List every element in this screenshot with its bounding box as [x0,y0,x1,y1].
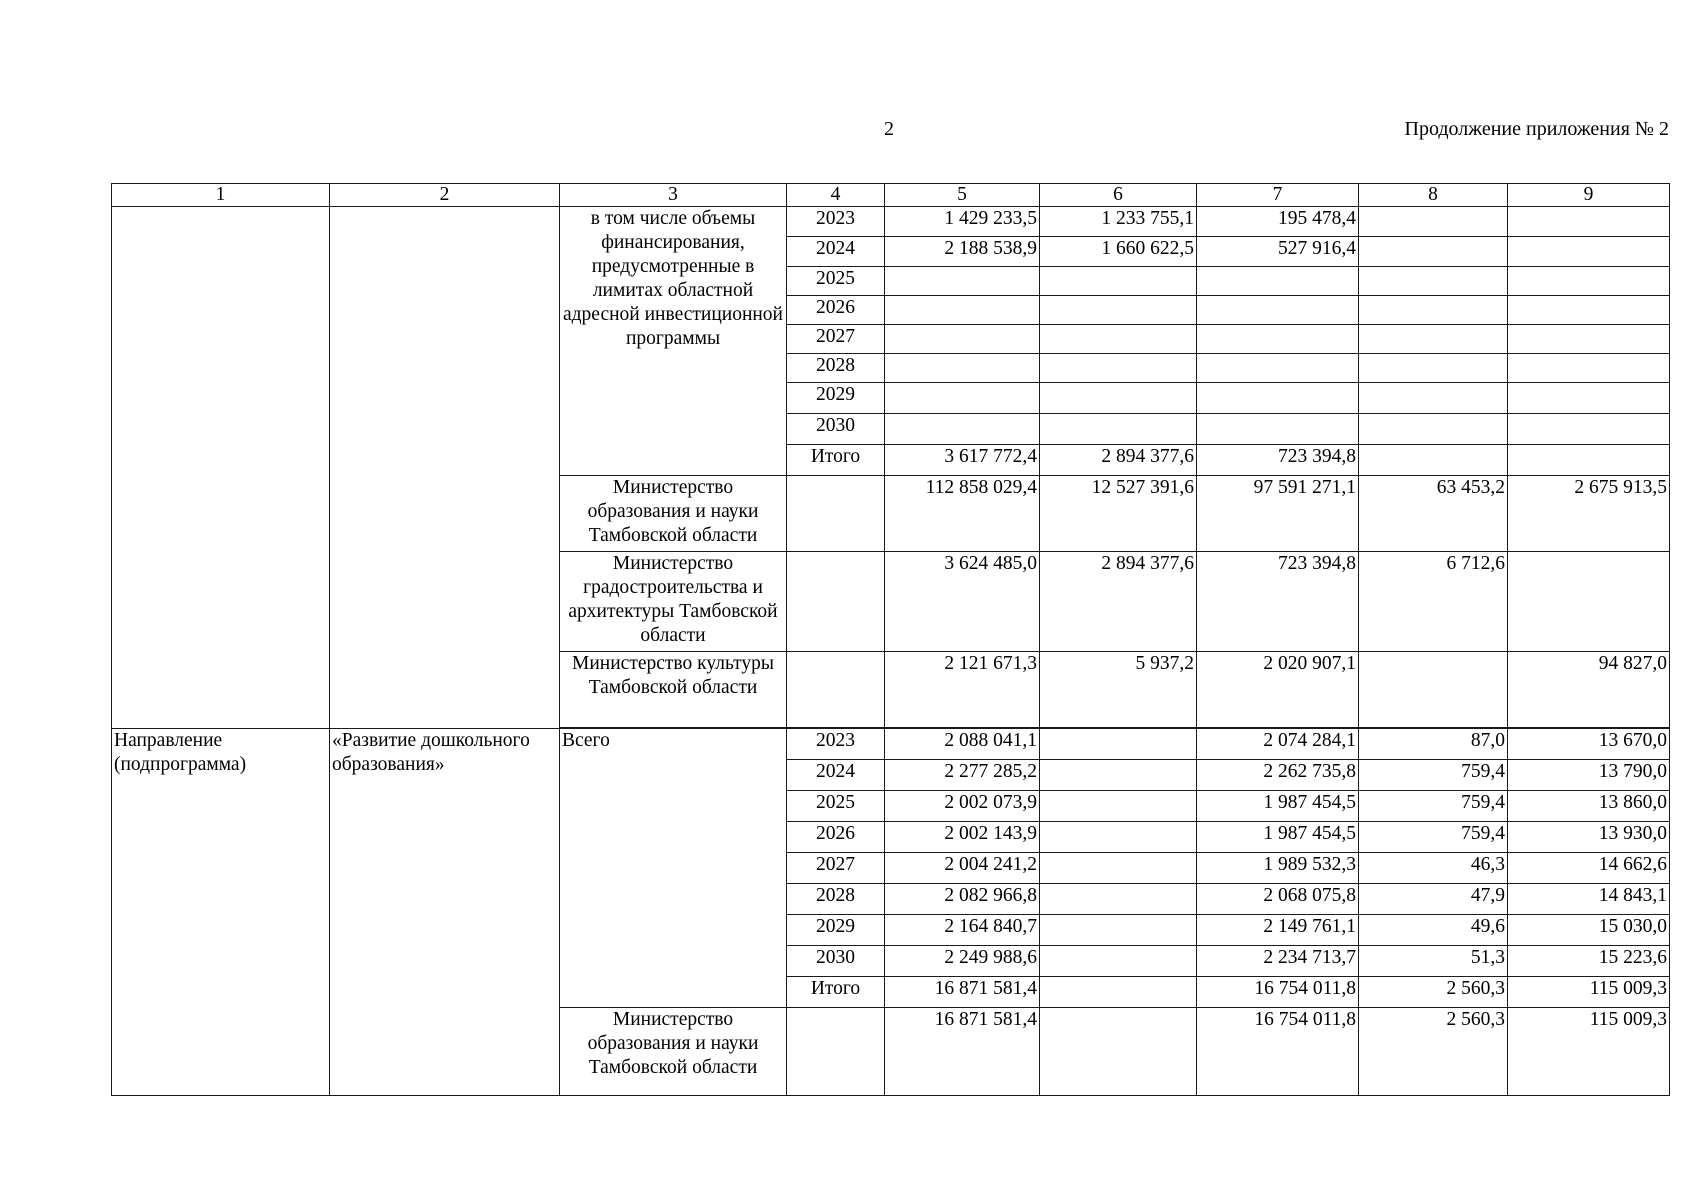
value-cell: 2 002 073,9 [885,791,1040,822]
value-cell [885,267,1040,296]
value-cell: 2 894 377,6 [1040,445,1197,476]
value-cell: 2 894 377,6 [1040,552,1197,652]
value-cell [1508,383,1670,414]
value-cell [1359,237,1508,267]
value-cell [1508,237,1670,267]
ministry-name: Министерство культуры Тамбовской области [560,652,787,728]
column-number: 8 [1359,184,1508,207]
value-cell: 2 560,3 [1359,977,1508,1008]
value-cell: 1 660 622,5 [1040,237,1197,267]
value-cell [1508,414,1670,445]
value-cell: 13 860,0 [1508,791,1670,822]
value-cell [1359,354,1508,383]
value-cell: 2 560,3 [1359,1008,1508,1096]
year-cell: 2029 [787,383,885,414]
value-cell [1508,207,1670,237]
value-cell [1359,267,1508,296]
total-label: Итого [787,445,885,476]
value-cell: 15 030,0 [1508,915,1670,946]
value-cell: 1 233 755,1 [1040,207,1197,237]
value-cell [1040,325,1197,354]
direction-cell-empty [112,207,330,729]
year-cell-empty [787,1008,885,1096]
value-cell: 195 478,4 [1197,207,1359,237]
value-cell [1040,884,1197,915]
value-cell: 2 002 143,9 [885,822,1040,853]
year-cell: 2026 [787,296,885,325]
value-cell: 87,0 [1359,729,1508,760]
value-cell: 1 429 233,5 [885,207,1040,237]
value-cell: 51,3 [1359,946,1508,977]
value-cell: 15 223,6 [1508,946,1670,977]
column-number: 5 [885,184,1040,207]
column-number: 4 [787,184,885,207]
value-cell [1040,760,1197,791]
direction-label: Направление (подпрограмма) [112,729,330,1096]
value-cell [885,414,1040,445]
column-number-row [112,184,1670,207]
value-cell: 2 249 988,6 [885,946,1040,977]
year-cell: 2025 [787,267,885,296]
value-cell [1508,267,1670,296]
value-cell: 3 624 485,0 [885,552,1040,652]
value-cell [1359,325,1508,354]
value-cell [885,383,1040,414]
value-cell [1508,325,1670,354]
value-cell [1040,853,1197,884]
value-cell: 12 527 391,6 [1040,476,1197,552]
value-cell: 2 074 284,1 [1197,729,1359,760]
value-cell [885,354,1040,383]
value-cell: 1 987 454,5 [1197,791,1359,822]
value-cell: 94 827,0 [1508,652,1670,728]
year-cell: 2025 [787,791,885,822]
value-cell: 2 088 041,1 [885,729,1040,760]
value-cell [1197,267,1359,296]
year-cell: 2028 [787,884,885,915]
value-cell: 2 068 075,8 [1197,884,1359,915]
value-cell: 63 453,2 [1359,476,1508,552]
year-cell: 2024 [787,760,885,791]
column-number: 3 [560,184,787,207]
value-cell: 2 262 735,8 [1197,760,1359,791]
value-cell [1508,445,1670,476]
value-cell: 2 149 761,1 [1197,915,1359,946]
year-cell: 2026 [787,822,885,853]
column-number: 2 [330,184,560,207]
value-cell [1359,445,1508,476]
column-number: 9 [1508,184,1670,207]
value-cell: 2 188 538,9 [885,237,1040,267]
value-cell: 16 754 011,8 [1197,1008,1359,1096]
value-cell [1040,791,1197,822]
year-cell: 2023 [787,729,885,760]
value-cell: 527 916,4 [1197,237,1359,267]
value-cell: 97 591 271,1 [1197,476,1359,552]
value-cell [1197,325,1359,354]
value-cell: 14 843,1 [1508,884,1670,915]
value-cell: 759,4 [1359,791,1508,822]
value-cell: 13 930,0 [1508,822,1670,853]
value-cell: 16 754 011,8 [1197,977,1359,1008]
value-cell: 115 009,3 [1508,977,1670,1008]
value-cell: 2 020 907,1 [1197,652,1359,728]
value-cell: 16 871 581,4 [885,1008,1040,1096]
value-cell: 723 394,8 [1197,552,1359,652]
column-number: 7 [1197,184,1359,207]
value-cell [885,296,1040,325]
value-cell [1197,414,1359,445]
value-cell: 2 004 241,2 [885,853,1040,884]
year-cell: 2024 [787,237,885,267]
value-cell [1040,414,1197,445]
column-number: 1 [112,184,330,207]
year-cell: 2027 [787,853,885,884]
table-row [112,729,1670,760]
value-cell [1040,383,1197,414]
value-cell [1040,354,1197,383]
ministry-name: Министерство градостроительства и архитектуры Тамбовской области [560,552,787,652]
value-cell: 2 277 285,2 [885,760,1040,791]
value-cell [1040,946,1197,977]
year-cell: 2028 [787,354,885,383]
year-cell: 2030 [787,946,885,977]
total-label: Итого [787,977,885,1008]
value-cell [1359,296,1508,325]
value-cell: 2 121 671,3 [885,652,1040,728]
value-cell: 759,4 [1359,822,1508,853]
value-cell [1508,354,1670,383]
value-cell: 14 662,6 [1508,853,1670,884]
value-cell: 1 987 454,5 [1197,822,1359,853]
value-cell [1359,652,1508,728]
appendix-continuation-note: Продолжение приложения № 2 [1404,118,1669,140]
value-cell [1040,1008,1197,1096]
value-cell: 5 937,2 [1040,652,1197,728]
value-cell [1040,729,1197,760]
value-cell: 13 790,0 [1508,760,1670,791]
table-row [112,207,1670,237]
value-cell [1197,383,1359,414]
financing-table [111,183,1670,1096]
value-cell: 112 858 029,4 [885,476,1040,552]
value-cell [1040,296,1197,325]
value-cell: 115 009,3 [1508,1008,1670,1096]
value-cell [1197,354,1359,383]
value-cell [1040,977,1197,1008]
year-cell: 2029 [787,915,885,946]
ministry-name: Министерство образования и науки Тамбовской области [560,476,787,552]
value-cell [1197,296,1359,325]
year-cell: 2023 [787,207,885,237]
value-cell: 6 712,6 [1359,552,1508,652]
year-cell-empty [787,652,885,728]
value-cell [1359,414,1508,445]
value-cell: 13 670,0 [1508,729,1670,760]
year-cell-empty [787,552,885,652]
value-cell: 1 989 532,3 [1197,853,1359,884]
page-number: 2 [884,118,894,140]
value-cell [1359,207,1508,237]
value-cell: 2 164 840,7 [885,915,1040,946]
value-cell: 46,3 [1359,853,1508,884]
value-cell [1508,552,1670,652]
value-cell: 47,9 [1359,884,1508,915]
value-cell [885,325,1040,354]
year-cell: 2027 [787,325,885,354]
value-cell: 16 871 581,4 [885,977,1040,1008]
ministry-name: Министерство образования и науки Тамбовской области [560,1008,787,1096]
total-all-label: Всего [560,729,787,1008]
value-cell [1040,915,1197,946]
value-cell: 3 617 772,4 [885,445,1040,476]
subprogram-name: «Развитие дошкольного образования» [330,729,560,1096]
value-cell [1359,383,1508,414]
value-cell: 2 234 713,7 [1197,946,1359,977]
value-cell: 723 394,8 [1197,445,1359,476]
value-cell: 49,6 [1359,915,1508,946]
value-cell: 2 675 913,5 [1508,476,1670,552]
year-cell-empty [787,476,885,552]
year-cell: 2030 [787,414,885,445]
value-cell: 2 082 966,8 [885,884,1040,915]
value-cell [1508,296,1670,325]
value-cell [1040,822,1197,853]
value-cell [1040,267,1197,296]
name-cell-empty [330,207,560,729]
value-cell: 759,4 [1359,760,1508,791]
investment-limits-label: в том числе объемы финансирования, предусмотренные в лимитах областной адресной инвестиционной программы [560,207,787,476]
column-number: 6 [1040,184,1197,207]
